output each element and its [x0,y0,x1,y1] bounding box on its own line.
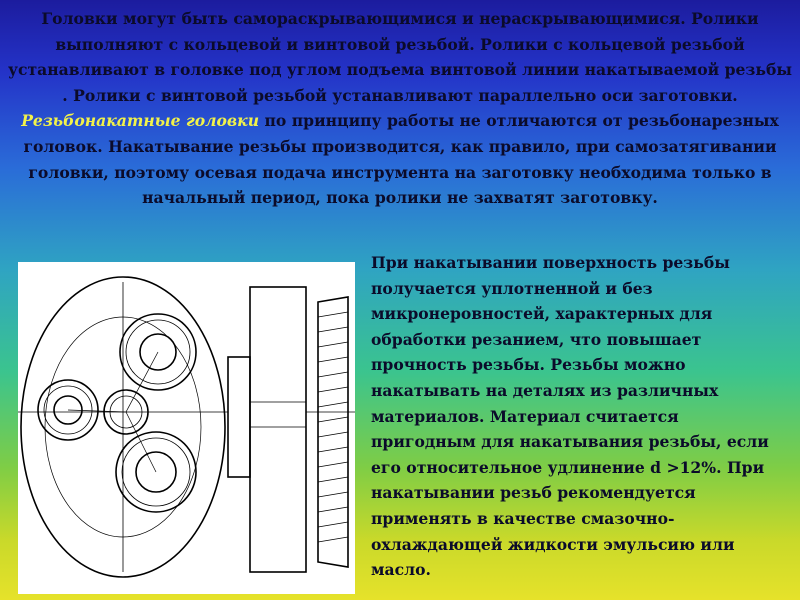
continuation-text: по принципу работы не отличаются от резьбонарезных головок. Накатывание резьбы производится, как правило, при самозатягивании головки, поэтому осевая подача инструмента на заготовку необходима только в начальный период, пока ролики не захватят заготовку. [23,111,779,208]
highlight-term: Резьбонакатные головки [21,111,260,131]
intro-paragraph [8,6,792,211]
intro-text: Головки могут быть самораскрывающимися и нераскрывающимися. Ролики выполняют с кольцевой и винтовой резьбой. Ролики с кольцевой резьбой устанавливают в головке под углом подъема винтовой линии накатываемой резьбы . Ролики с винтовой резьбой устанавливают параллельно оси заготовки. [8,9,792,105]
technical-drawing-svg [18,262,355,594]
rolling-head-drawing [18,262,355,594]
side-view-body [250,287,306,572]
side-view-hub [228,357,250,477]
side-paragraph: При накатывании поверхность резьбы получается уплотненной и без микронеровностей, характерных для обработки резанием, что повышает прочность резьбы. Резьбы можно накатывать на деталях из различных материалов. Материал считается пригодным для накатывания резьбы, если его относительное удлинение d >12%. При накатывании резьб рекомендуется применять в качестве смазочно-охлаждающей жидкости эмульсию или масло. [371,253,769,580]
